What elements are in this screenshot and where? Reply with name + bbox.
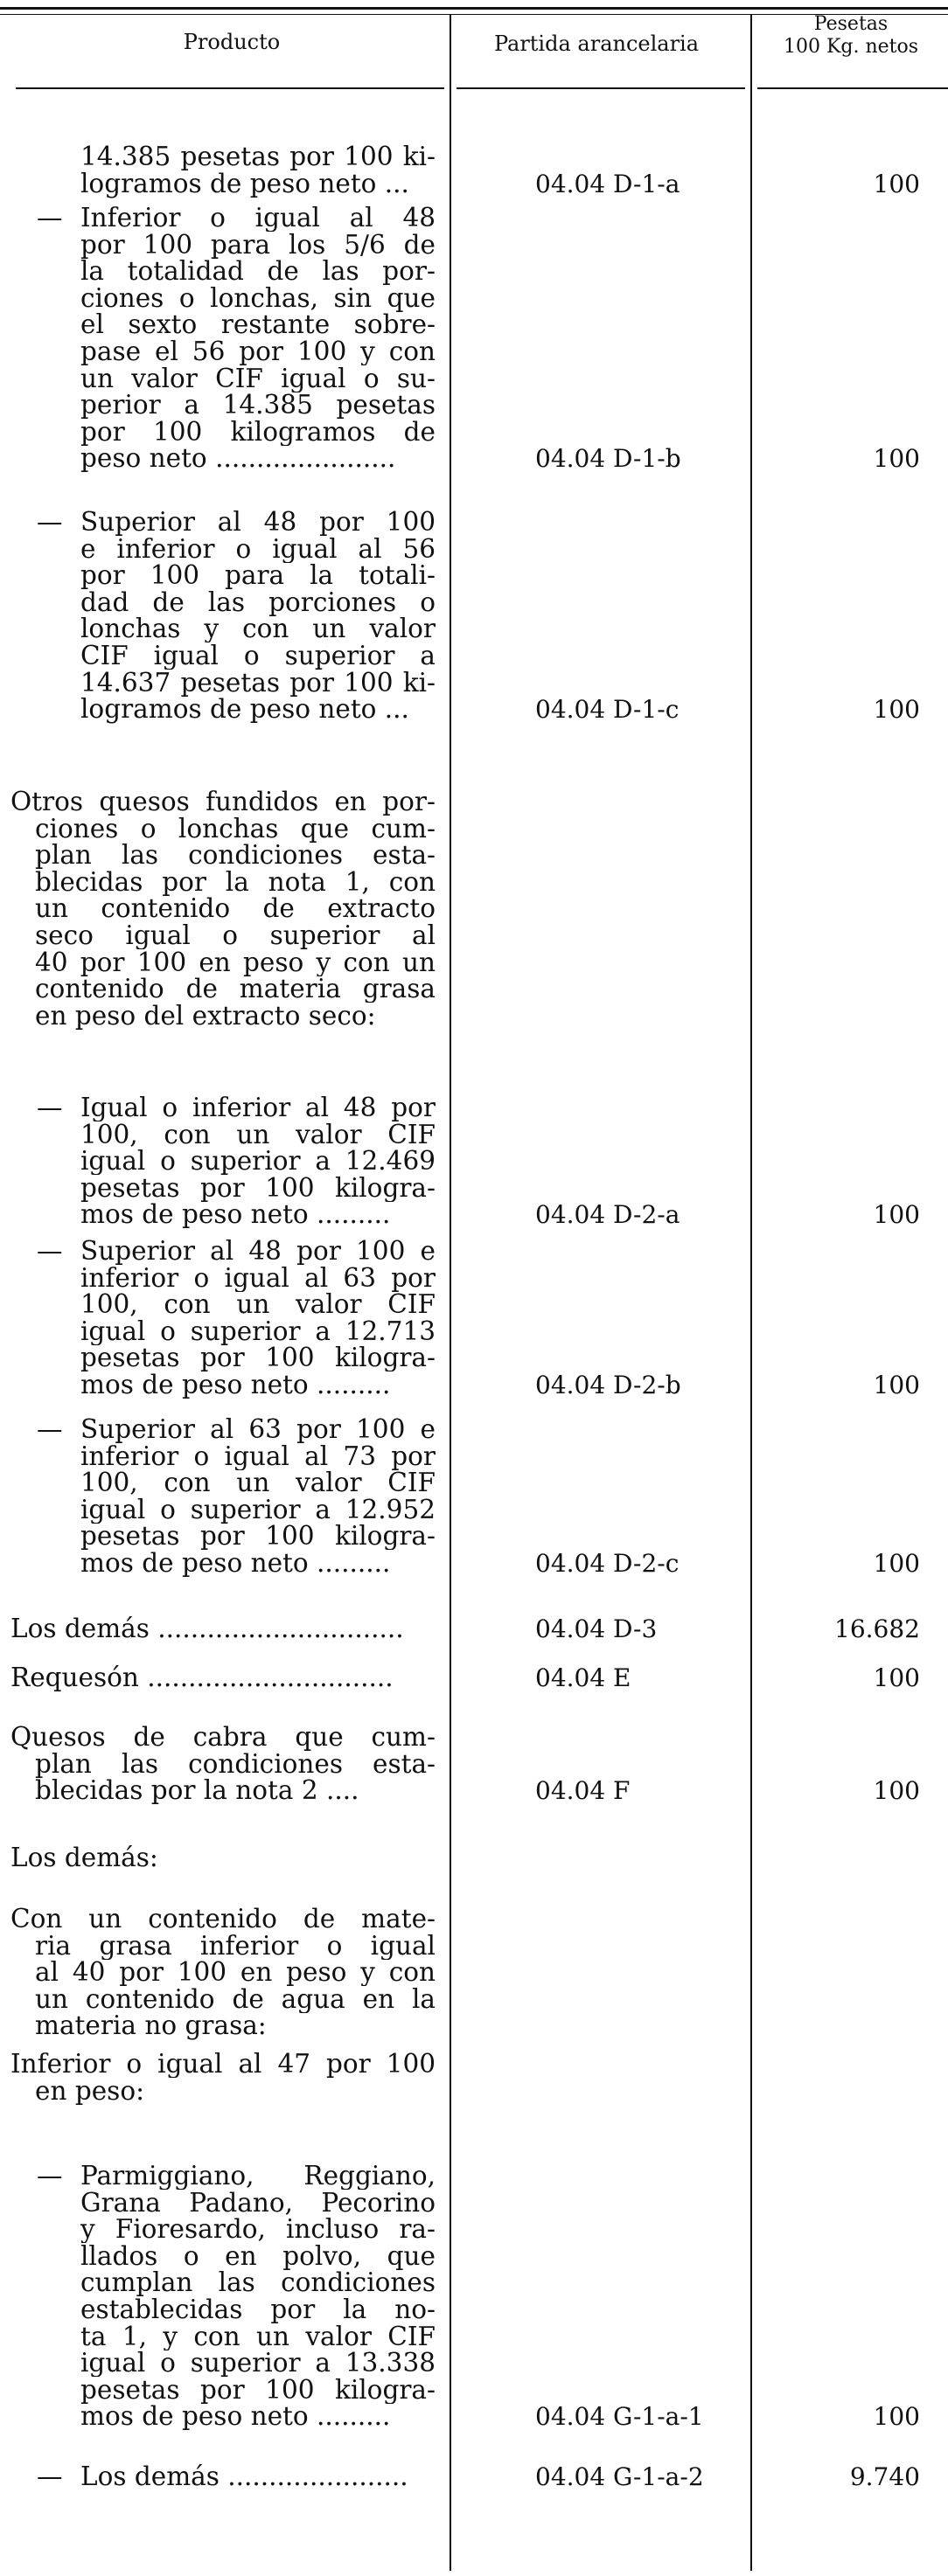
partida-cell: 04.04 F bbox=[535, 1776, 631, 1806]
partida-cell: 04.04 D-1-a bbox=[535, 169, 680, 198]
partida-cell: 04.04 D-3 bbox=[535, 1614, 658, 1643]
product-line: igual o superior a 12.469 bbox=[80, 1148, 436, 1176]
product-line: logramos de peso neto ... bbox=[80, 694, 409, 725]
product-line: ta 1, y con un valor CIF bbox=[80, 2323, 436, 2350]
product-line: por 100 para los 5/6 de bbox=[80, 231, 436, 259]
product-line: un contenido de agua en la bbox=[35, 1985, 436, 2013]
dash-bullet: — bbox=[37, 1236, 63, 1266]
product-line: dad de las porciones o bbox=[80, 588, 436, 616]
pesetas-cell: 16.682 bbox=[834, 1614, 920, 1643]
header-pesetas: Pesetas bbox=[813, 13, 889, 35]
header-producto: Producto bbox=[183, 30, 281, 54]
product-line: Superior al 48 por 100 e bbox=[80, 1238, 436, 1265]
product-line: pase el 56 por 100 y con bbox=[80, 338, 436, 365]
product-line: plan las condiciones esta- bbox=[35, 842, 436, 870]
pesetas-cell: 100 bbox=[873, 1549, 920, 1578]
dash-bullet: — bbox=[37, 1414, 63, 1444]
product-line: 14.637 pesetas por 100 ki- bbox=[80, 669, 436, 697]
pesetas-cell: 100 bbox=[873, 2402, 920, 2432]
top-rule bbox=[0, 7, 948, 10]
product-line: Inferior o igual al 47 por 100 bbox=[10, 2051, 436, 2078]
product-line: mos de peso neto ......... bbox=[80, 1199, 391, 1230]
pesetas-cell: 100 bbox=[873, 169, 920, 198]
pesetas-cell: 100 bbox=[873, 1663, 920, 1692]
dash-bullet: — bbox=[37, 507, 63, 537]
partida-cell: 04.04 D-2-b bbox=[535, 1371, 681, 1399]
product-line: por 100 para la totali- bbox=[80, 562, 436, 590]
product-line: blecidas por la nota 1, con bbox=[35, 868, 436, 896]
product-line: ria grasa inferior o igual bbox=[35, 1932, 436, 1960]
product-line: 100, con un valor CIF bbox=[80, 1469, 436, 1497]
product-line: lonchas y con un valor bbox=[80, 615, 436, 643]
product-line: en peso: bbox=[35, 2075, 145, 2106]
product-line: 40 por 100 en peso y con un bbox=[35, 948, 436, 976]
product-line: ciones o lonchas que cum- bbox=[35, 815, 436, 843]
header-rule-partida bbox=[457, 87, 745, 89]
product-line: Con un contenido de mate- bbox=[10, 1906, 436, 1933]
product-line: Superior al 63 por 100 e bbox=[80, 1416, 436, 1443]
product-line: perior a 14.385 pesetas bbox=[80, 392, 436, 420]
product-line: Requesón .............................. bbox=[10, 1663, 394, 1692]
product-line: e inferior o igual al 56 bbox=[80, 535, 436, 563]
partida-cell: 04.04 G-1-a-1 bbox=[535, 2402, 704, 2432]
dash-bullet: — bbox=[37, 1093, 63, 1122]
partida-cell: 04.04 D-2-c bbox=[535, 1549, 680, 1578]
product-line: al 40 por 100 en peso y con bbox=[35, 1959, 436, 1987]
header-partida: Partida arancelaria bbox=[493, 31, 700, 56]
product-line: Los demás: bbox=[10, 1843, 158, 1872]
partida-cell: 04.04 D-1-c bbox=[535, 695, 680, 725]
product-line: CIF igual o superior a bbox=[80, 642, 436, 670]
product-line: peso neto ...................... bbox=[80, 443, 396, 474]
product-line: plan las condiciones esta- bbox=[35, 1750, 436, 1778]
product-line: pesetas por 100 kilogra- bbox=[80, 2376, 436, 2404]
product-line: ciones o lonchas, sin que bbox=[80, 284, 436, 312]
product-line: un contenido de extracto bbox=[35, 895, 436, 923]
product-line: en peso del extracto seco: bbox=[35, 1000, 376, 1031]
product-line: contenido de materia grasa bbox=[35, 976, 436, 1003]
product-line: la totalidad de las por- bbox=[80, 258, 436, 286]
header-rule-product bbox=[16, 87, 444, 89]
product-line: mos de peso neto ......... bbox=[80, 1370, 391, 1399]
product-line: Superior al 48 por 100 bbox=[80, 509, 436, 536]
product-line: igual o superior a 13.338 bbox=[80, 2350, 436, 2378]
pesetas-cell: 100 bbox=[873, 1200, 920, 1230]
product-line: Otros quesos fundidos en por- bbox=[10, 788, 436, 816]
header-kg-netos: 100 Kg. netos bbox=[783, 36, 919, 58]
dash-bullet: — bbox=[37, 2161, 63, 2191]
partida-cell: 04.04 G-1-a-2 bbox=[535, 2462, 704, 2491]
product-line: mos de peso neto ......... bbox=[80, 1548, 391, 1578]
product-line: Parmiggiano, Reggiano, bbox=[80, 2163, 436, 2190]
product-line: establecidas por la no- bbox=[80, 2296, 436, 2323]
product-line: igual o superior a 12.952 bbox=[80, 1496, 436, 1524]
column-separator-2 bbox=[750, 14, 752, 2571]
product-line: materia no grasa: bbox=[35, 2010, 267, 2041]
product-line: llados o en polvo, que bbox=[80, 2242, 436, 2270]
partida-cell: 04.04 D-2-a bbox=[535, 1200, 680, 1230]
product-line: Grana Padano, Pecorino bbox=[80, 2189, 436, 2217]
dash-bullet: — bbox=[37, 2461, 63, 2491]
product-line: 100, con un valor CIF bbox=[80, 1291, 436, 1319]
product-line: Igual o inferior al 48 por bbox=[80, 1094, 436, 1121]
product-line: inferior o igual al 73 por bbox=[80, 1442, 436, 1470]
product-line: Los demás .............................. bbox=[10, 1614, 404, 1643]
partida-cell: 04.04 D-1-b bbox=[535, 444, 681, 474]
product-line: blecidas por la nota 2 .... bbox=[35, 1775, 359, 1806]
product-line: Quesos de cabra que cum- bbox=[10, 1724, 436, 1751]
product-line: Los demás ...................... bbox=[80, 2461, 408, 2491]
dash-bullet: — bbox=[37, 203, 63, 233]
pesetas-cell: 9.740 bbox=[849, 2462, 920, 2491]
product-line: pesetas por 100 kilogra- bbox=[80, 1523, 436, 1551]
partida-cell: 04.04 E bbox=[535, 1663, 631, 1692]
pesetas-cell: 100 bbox=[873, 444, 920, 474]
pesetas-cell: 100 bbox=[873, 1776, 920, 1806]
header-rule-pesetas bbox=[757, 87, 948, 89]
pesetas-cell: 100 bbox=[873, 695, 920, 725]
product-line: y Fioresardo, incluso ra- bbox=[80, 2216, 436, 2244]
product-line: logramos de peso neto ... bbox=[80, 168, 409, 198]
product-line: mos de peso neto ......... bbox=[80, 2401, 391, 2432]
product-line: 14.385 pesetas por 100 ki- bbox=[80, 143, 436, 170]
product-line: cumplan las condiciones bbox=[80, 2269, 436, 2297]
pesetas-cell: 100 bbox=[873, 1371, 920, 1399]
product-line: 100, con un valor CIF bbox=[80, 1121, 436, 1149]
product-line: un valor CIF igual o su- bbox=[80, 365, 436, 392]
product-line: por 100 kilogramos de bbox=[80, 418, 436, 446]
product-line: Inferior o igual al 48 bbox=[80, 205, 436, 232]
product-line: pesetas por 100 kilogra- bbox=[80, 1174, 436, 1202]
column-separator-1 bbox=[450, 14, 451, 2571]
product-line: pesetas por 100 kilogra- bbox=[80, 1344, 436, 1372]
product-line: el sexto restante sobre- bbox=[80, 311, 436, 339]
product-line: seco igual o superior al bbox=[35, 922, 436, 949]
product-line: inferior o igual al 63 por bbox=[80, 1264, 436, 1292]
product-line: igual o superior a 12.713 bbox=[80, 1317, 436, 1345]
